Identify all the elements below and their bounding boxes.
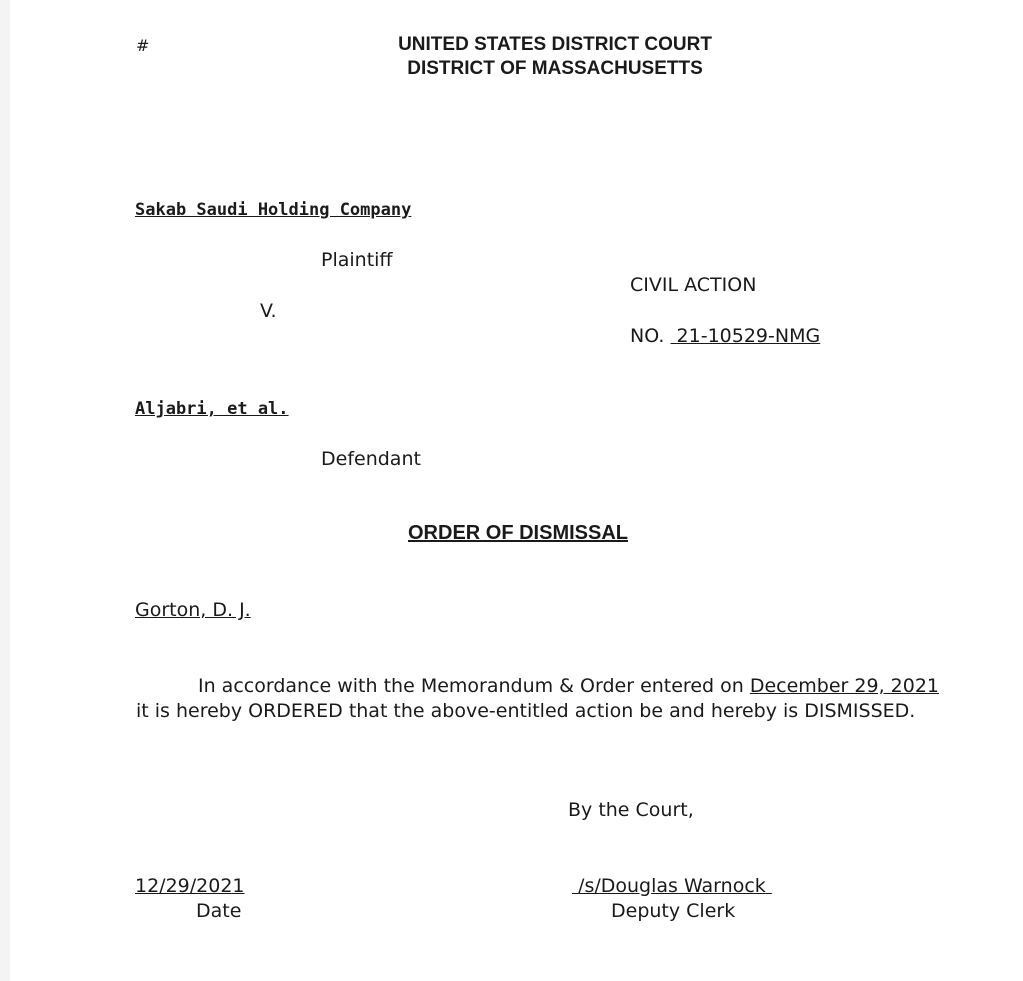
case-number-line: [630, 325, 820, 347]
order-title: ORDER OF DISMISSAL: [408, 522, 629, 544]
case-number: 21-10529-NMG: [676, 325, 821, 347]
order-date: December 29, 2021: [749, 675, 940, 697]
defendant-label: Defendant: [321, 448, 421, 470]
case-number-label: NO.: [630, 325, 665, 347]
judge-name: Gorton, D. J.: [135, 599, 251, 621]
order-body: In accordance with the Memorandum & Order entered on December 29, 2021 it is hereby ORDERED that the above-entitled action be and hereby is DISMISSED.: [136, 675, 940, 722]
signer-title: Deputy Clerk: [611, 900, 736, 922]
date-label: Date: [196, 900, 242, 922]
court-name: UNITED STATES DISTRICT COURT: [398, 34, 712, 55]
civil-action-label: CIVIL ACTION: [630, 274, 757, 296]
plaintiff-label: Plaintiff: [321, 249, 393, 271]
document-page: [10, 0, 1023, 981]
hash-mark: #: [136, 36, 150, 55]
district-name: DISTRICT OF MASSACHUSETTS: [407, 58, 703, 79]
by-the-court: By the Court,: [568, 799, 694, 821]
plaintiff-name: Sakab Saudi Holding Company: [135, 200, 412, 220]
versus: V.: [260, 300, 277, 322]
signature-date: 12/29/2021: [135, 875, 245, 897]
defendant-name: Aljabri, et al.: [135, 399, 289, 419]
signer-name: /s/Douglas Warnock: [578, 875, 766, 897]
